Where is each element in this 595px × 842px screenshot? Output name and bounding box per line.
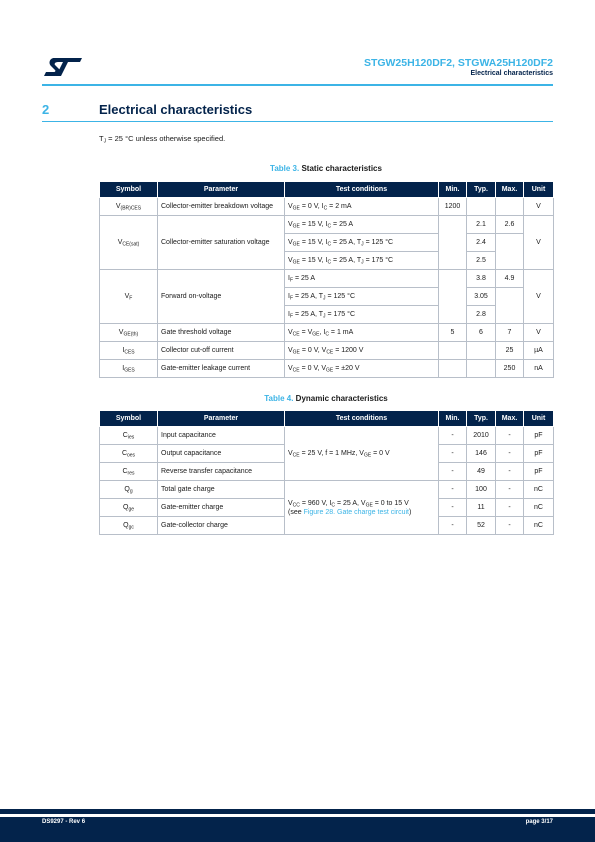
condition-cell: $V_{CE} = 0$ V, $V_{GE} = \pm 20$ V <box>285 360 439 378</box>
figure-28-link[interactable]: Figure 28. Gate charge test circuit <box>303 508 409 516</box>
typ-cell: 3.05 <box>467 288 496 306</box>
parameter-cell: Collector-emitter breakdown voltage <box>158 198 285 216</box>
max-cell <box>496 288 524 324</box>
max-cell: 2.6 <box>496 216 524 234</box>
typ-cell: 3.8 <box>467 270 496 288</box>
symbol-cell: $V_{GE(th)}$ <box>100 324 158 342</box>
document-title: STGW25H120DF2, STGWA25H120DF2 <box>363 57 553 69</box>
parameter-cell: Forward on-voltage <box>158 270 285 324</box>
symbol-cell: $Q_g$ <box>100 481 158 499</box>
condition-cell: $V_{CE} = V_{GE}$, $I_C = 1$ mA <box>285 324 439 342</box>
footer-bar-thin <box>0 809 595 814</box>
table-header-row <box>100 182 554 198</box>
header-rule <box>42 84 553 86</box>
table-row <box>100 270 554 288</box>
min-cell: 1200 <box>439 198 467 216</box>
parameter-cell: Reverse transfer capacitance <box>158 463 285 481</box>
table4-caption: Table 4. Dynamic characteristics <box>264 394 388 403</box>
parameter-cell: Gate-emitter charge <box>158 499 285 517</box>
col-header-unit: Unit <box>524 182 554 198</box>
max-cell <box>496 234 524 270</box>
condition-cell: $V_{GE} = 0$ V, $I_C = 2$ mA <box>285 198 439 216</box>
condition-cell: $V_{CE} = 25$ V, f = 1 MHz, $V_{GE} = 0$ V <box>285 427 439 481</box>
max-cell: 250 <box>496 360 524 378</box>
typ-cell: 11 <box>467 499 496 517</box>
col-header-typ: Typ. <box>467 411 496 427</box>
col-header-symbol: Symbol <box>100 182 158 198</box>
typ-cell <box>467 198 496 216</box>
unit-cell: nC <box>524 517 554 535</box>
max-cell: 25 <box>496 342 524 360</box>
table3-caption: Table 3. Static characteristics <box>270 164 382 173</box>
min-cell <box>439 360 467 378</box>
symbol-cell: $Q_{ge}$ <box>100 499 158 517</box>
min-cell: - <box>439 463 467 481</box>
max-cell: - <box>496 481 524 499</box>
static-characteristics-table <box>99 181 554 378</box>
typ-cell: 146 <box>467 445 496 463</box>
typ-cell <box>467 342 496 360</box>
min-cell: - <box>439 445 467 463</box>
unit-cell: nC <box>524 499 554 517</box>
condition-cell: $V_{GE} = 15$ V, $I_C = 25$ A <box>285 216 439 234</box>
condition-cell: $I_F = 25$ A <box>285 270 439 288</box>
col-header-parameter: Parameter <box>158 411 285 427</box>
typ-cell: 2.1 <box>467 216 496 234</box>
unit-cell: nA <box>524 360 554 378</box>
condition-cell: $I_F = 25$ A, $T_J = 175$ °C <box>285 306 439 324</box>
typ-cell: 52 <box>467 517 496 535</box>
max-cell: - <box>496 517 524 535</box>
unit-cell: V <box>524 324 554 342</box>
typ-cell <box>467 360 496 378</box>
section-rule <box>42 121 553 122</box>
symbol-cell: $C_{oes}$ <box>100 445 158 463</box>
unit-cell: V <box>524 216 554 270</box>
unit-cell: nC <box>524 481 554 499</box>
typ-cell: 2.8 <box>467 306 496 324</box>
condition-cell: $V_{GE} = 15$ V, $I_C = 25$ A, $T_J = 175$ °C <box>285 252 439 270</box>
symbol-cell: $Q_{gc}$ <box>100 517 158 535</box>
col-header-min: Min. <box>439 411 467 427</box>
typ-cell: 2.4 <box>467 234 496 252</box>
typ-cell: 6 <box>467 324 496 342</box>
max-cell: - <box>496 499 524 517</box>
condition-cell: $V_{GE} = 15$ V, $I_C = 25$ A, $T_J = 125$ °C <box>285 234 439 252</box>
parameter-cell: Collector cut-off current <box>158 342 285 360</box>
col-header-test-conditions: Test conditions <box>285 182 439 198</box>
symbol-cell: $V_F$ <box>100 270 158 324</box>
symbol-cell: $C_{ies}$ <box>100 427 158 445</box>
min-cell: 5 <box>439 324 467 342</box>
table-row <box>100 324 554 342</box>
table-row <box>100 481 554 499</box>
unit-cell: V <box>524 270 554 324</box>
st-logo <box>42 56 84 78</box>
parameter-cell: Gate-collector charge <box>158 517 285 535</box>
symbol-cell: $I_{GES}$ <box>100 360 158 378</box>
document-subtitle: Electrical characteristics <box>470 70 553 77</box>
max-cell <box>496 198 524 216</box>
parameter-cell: Total gate charge <box>158 481 285 499</box>
table-row <box>100 360 554 378</box>
max-cell: - <box>496 463 524 481</box>
min-cell <box>439 342 467 360</box>
max-cell: - <box>496 427 524 445</box>
dynamic-characteristics-table <box>99 410 554 535</box>
table-row <box>100 216 554 234</box>
typ-cell: 100 <box>467 481 496 499</box>
parameter-cell: Gate threshold voltage <box>158 324 285 342</box>
condition-cell: $I_F = 25$ A, $T_J = 125$ °C <box>285 288 439 306</box>
col-header-symbol: Symbol <box>100 411 158 427</box>
parameter-cell: Collector-emitter saturation voltage <box>158 216 285 270</box>
symbol-cell: $I_{CES}$ <box>100 342 158 360</box>
symbol-cell: $V_{(BR)CES}$ <box>100 198 158 216</box>
col-header-unit: Unit <box>524 411 554 427</box>
min-cell: - <box>439 481 467 499</box>
condition-cell: $V_{CC} = 960$ V, $I_C = 25$ A, $V_{GE} = 0$ to 15 V (see Figure 28. Gate charge test circuit) <box>285 481 439 535</box>
table-row <box>100 342 554 360</box>
unit-cell: V <box>524 198 554 216</box>
unit-cell: µA <box>524 342 554 360</box>
col-header-min: Min. <box>439 182 467 198</box>
footer-bar <box>0 817 595 842</box>
intro-text: $T_J = 25$ °C unless otherwise specified. <box>99 134 226 145</box>
parameter-cell: Gate-emitter leakage current <box>158 360 285 378</box>
col-header-typ: Typ. <box>467 182 496 198</box>
max-cell: 7 <box>496 324 524 342</box>
col-header-parameter: Parameter <box>158 182 285 198</box>
min-cell: - <box>439 499 467 517</box>
min-cell <box>439 270 467 324</box>
page-number: page 3/17 <box>525 819 553 825</box>
typ-cell: 49 <box>467 463 496 481</box>
document-revision: DS9297 - Rev 6 <box>42 819 86 825</box>
col-header-max: Max. <box>496 411 524 427</box>
parameter-cell: Output capacitance <box>158 445 285 463</box>
table-row <box>100 198 554 216</box>
min-cell: - <box>439 427 467 445</box>
symbol-cell: $V_{CE(sat)}$ <box>100 216 158 270</box>
max-cell: - <box>496 445 524 463</box>
parameter-cell: Input capacitance <box>158 427 285 445</box>
unit-cell: pF <box>524 427 554 445</box>
symbol-cell: $C_{res}$ <box>100 463 158 481</box>
col-header-max: Max. <box>496 182 524 198</box>
unit-cell: pF <box>524 445 554 463</box>
unit-cell: pF <box>524 463 554 481</box>
min-cell <box>439 216 467 270</box>
table-header-row <box>100 411 554 427</box>
max-cell: 4.9 <box>496 270 524 288</box>
typ-cell: 2.5 <box>467 252 496 270</box>
condition-cell: $V_{GE} = 0$ V, $V_{CE} = 1200$ V <box>285 342 439 360</box>
section-number: 2 <box>42 102 50 117</box>
col-header-test-conditions: Test conditions <box>285 411 439 427</box>
table-row <box>100 427 554 445</box>
section-title: Electrical characteristics <box>99 102 253 117</box>
typ-cell: 2010 <box>467 427 496 445</box>
min-cell: - <box>439 517 467 535</box>
